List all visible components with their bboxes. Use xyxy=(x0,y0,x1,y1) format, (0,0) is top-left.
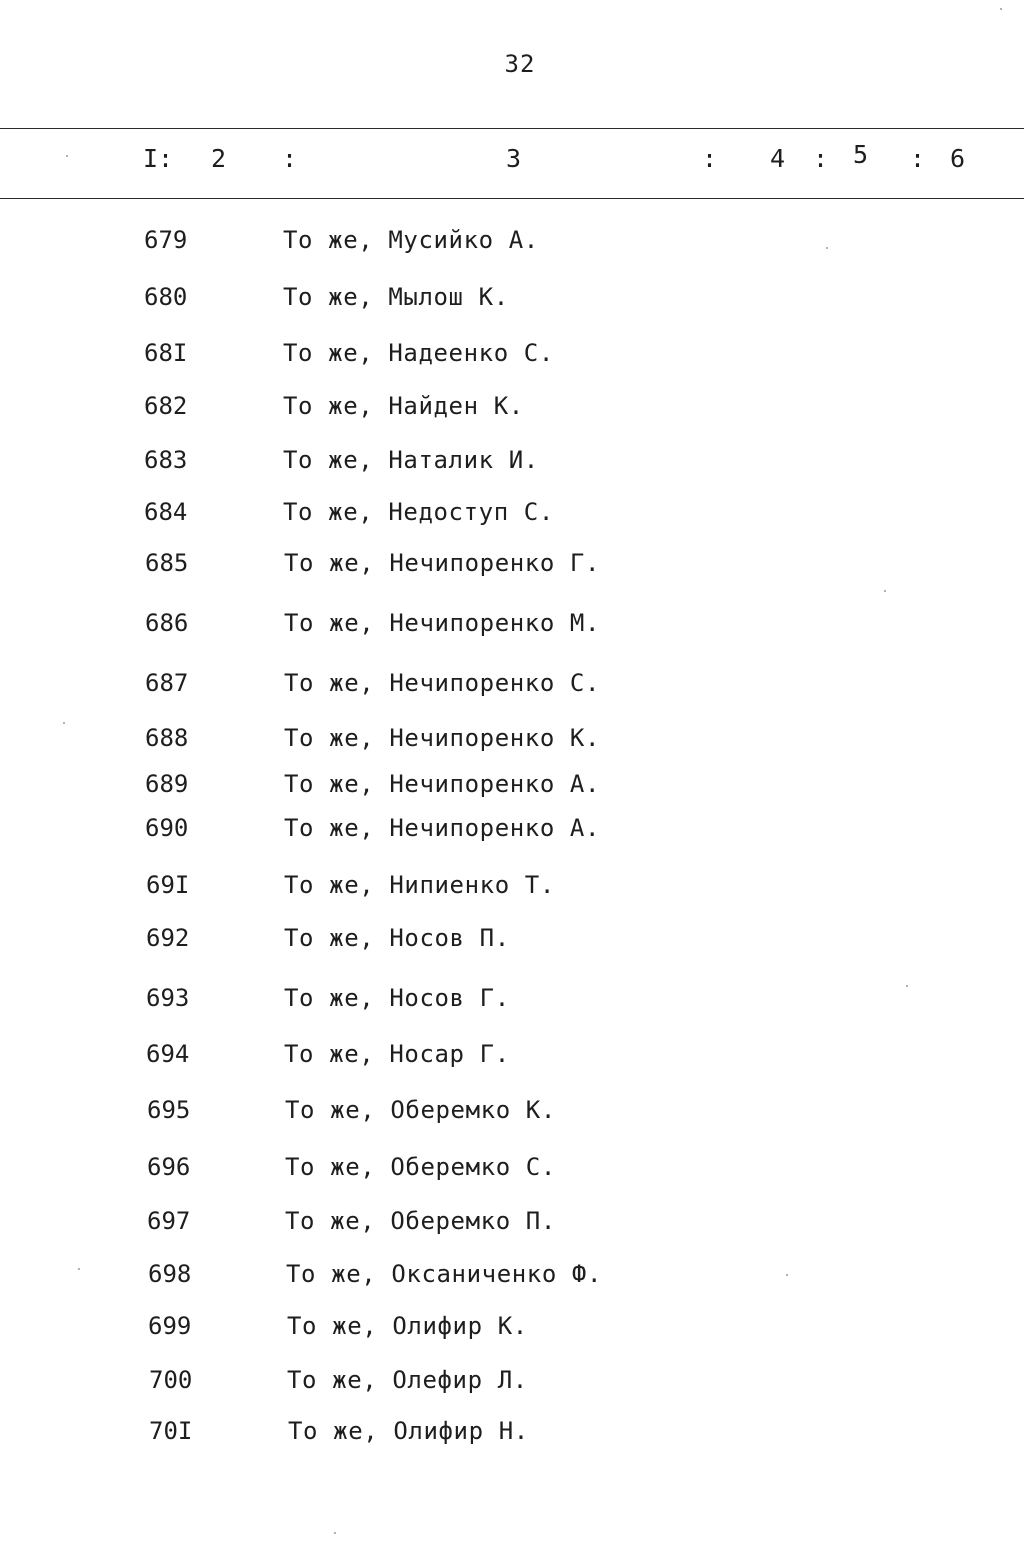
row-description: То же, Нечипоренко А. xyxy=(284,814,601,842)
row-description: То же, Найден К. xyxy=(283,392,524,420)
table-row xyxy=(0,1415,1024,1447)
table-row xyxy=(0,547,1024,579)
header-separator: : xyxy=(702,144,718,173)
table-row xyxy=(0,1094,1024,1126)
row-number: 695 xyxy=(147,1096,191,1124)
row-description: То же, Недоступ С. xyxy=(283,498,554,526)
row-number: 696 xyxy=(147,1153,191,1181)
table-row xyxy=(0,1038,1024,1070)
row-number: 687 xyxy=(145,669,189,697)
table-row xyxy=(0,607,1024,639)
table-row xyxy=(0,224,1024,256)
header-top-rule xyxy=(0,128,1024,129)
table-row xyxy=(0,982,1024,1014)
row-number: 69I xyxy=(146,871,190,899)
row-description: То же, Наталик И. xyxy=(283,446,539,474)
row-description: То же, Надеенко С. xyxy=(283,339,554,367)
table-row xyxy=(0,1205,1024,1237)
row-description: То же, Олефир Л. xyxy=(287,1366,528,1394)
table-row xyxy=(0,390,1024,422)
page-number: 32 xyxy=(504,50,536,78)
row-description: То же, Нипиенко Т. xyxy=(284,871,555,899)
row-description: То же, Нечипоренко Г. xyxy=(284,549,601,577)
row-description: То же, Нечипоренко А. xyxy=(284,770,601,798)
table-row xyxy=(0,922,1024,954)
table-row xyxy=(0,337,1024,369)
header-col-2: 2 xyxy=(211,144,227,173)
row-number: 700 xyxy=(149,1366,193,1394)
row-description: То же, Нечипоренко К. xyxy=(284,724,601,752)
row-number: 68I xyxy=(144,339,188,367)
scan-speck xyxy=(906,985,908,987)
row-description: То же, Носов Г. xyxy=(284,984,510,1012)
row-number: 688 xyxy=(145,724,189,752)
row-number: 697 xyxy=(147,1207,191,1235)
row-description: То же, Нечипоренко С. xyxy=(284,669,601,697)
row-description: То же, Носар Г. xyxy=(284,1040,510,1068)
table-row xyxy=(0,722,1024,754)
header-separator: : xyxy=(910,144,926,173)
table-row xyxy=(0,281,1024,313)
row-number: 679 xyxy=(144,226,188,254)
header-col-5: 5 xyxy=(853,140,869,169)
header-col-4: 4 xyxy=(770,144,786,173)
table-row xyxy=(0,667,1024,699)
row-description: То же, Оберемко С. xyxy=(285,1153,556,1181)
table-row xyxy=(0,768,1024,800)
table-row xyxy=(0,812,1024,844)
header-col-3: 3 xyxy=(506,144,522,173)
header-bottom-rule xyxy=(0,198,1024,199)
row-number: 70I xyxy=(149,1417,193,1445)
scan-speck xyxy=(786,1274,788,1276)
scan-speck xyxy=(334,1532,336,1534)
row-number: 693 xyxy=(146,984,190,1012)
table-row xyxy=(0,869,1024,901)
scan-speck xyxy=(1000,8,1002,10)
scan-speck xyxy=(66,155,68,157)
row-description: То же, Оберемко К. xyxy=(285,1096,556,1124)
row-number: 690 xyxy=(145,814,189,842)
row-number: 682 xyxy=(144,392,188,420)
table-row xyxy=(0,496,1024,528)
scan-speck xyxy=(826,247,828,249)
scan-speck xyxy=(63,722,65,724)
header-col-1: I: xyxy=(143,144,174,173)
table-row xyxy=(0,1151,1024,1183)
scan-speck xyxy=(78,1268,80,1270)
row-number: 684 xyxy=(144,498,188,526)
row-number: 694 xyxy=(146,1040,190,1068)
row-number: 689 xyxy=(145,770,189,798)
row-number: 686 xyxy=(145,609,189,637)
row-number: 699 xyxy=(148,1312,192,1340)
header-separator: : xyxy=(813,144,829,173)
row-description: То же, Мусийко А. xyxy=(283,226,539,254)
row-description: То же, Олифир К. xyxy=(287,1312,528,1340)
row-description: То же, Нечипоренко М. xyxy=(284,609,601,637)
row-description: То же, Оксаниченко Ф. xyxy=(286,1260,603,1288)
header-col-6: 6 xyxy=(950,144,966,173)
row-number: 692 xyxy=(146,924,190,952)
row-description: То же, Олифир Н. xyxy=(288,1417,529,1445)
table-row xyxy=(0,444,1024,476)
table-row xyxy=(0,1258,1024,1290)
row-number: 680 xyxy=(144,283,188,311)
row-description: То же, Носов П. xyxy=(284,924,510,952)
table-row xyxy=(0,1310,1024,1342)
table-row xyxy=(0,1364,1024,1396)
scan-speck xyxy=(884,590,886,592)
row-number: 698 xyxy=(148,1260,192,1288)
row-number: 685 xyxy=(145,549,189,577)
row-number: 683 xyxy=(144,446,188,474)
header-separator: : xyxy=(282,144,298,173)
row-description: То же, Мылош К. xyxy=(283,283,509,311)
row-description: То же, Оберемко П. xyxy=(285,1207,556,1235)
